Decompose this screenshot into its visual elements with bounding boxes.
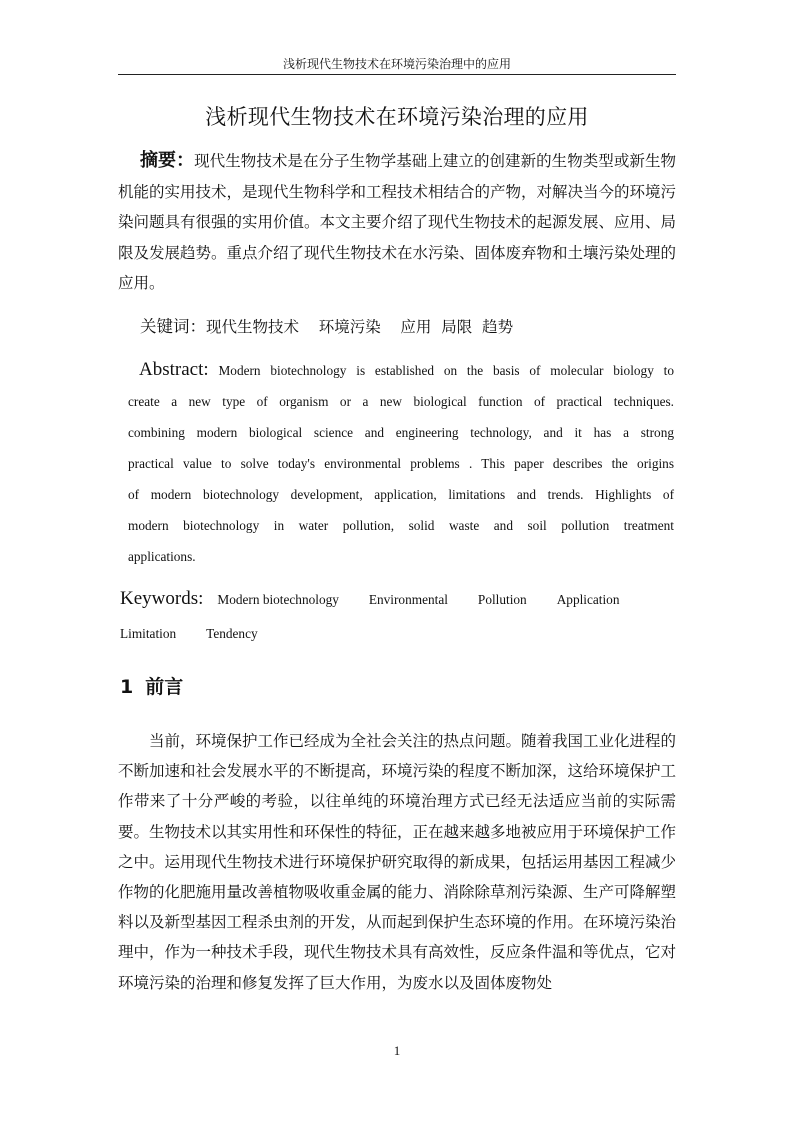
- header-divider: [118, 74, 676, 75]
- section-number: 1: [120, 676, 134, 698]
- chinese-keywords-label: 关键词：: [140, 317, 206, 336]
- english-keyword: Application: [556, 592, 620, 607]
- english-keyword: Pollution: [477, 592, 527, 607]
- chinese-keywords: [140, 313, 680, 341]
- english-abstract-text: Modern biotechnology is established on the basis of molecular biology to create a new type of organism or a new biological function of practical techniques. combining modern biological science and engineering technology, and it has a strong practical value to solve today's environmental problems . This paper describes the origins of modern biotechnology development, application, limitations and trends. Highlights of modern biotechnology in water pollution, solid waste and soil pollution treatment applications.: [128, 363, 674, 564]
- english-keyword: Environmental: [368, 592, 448, 607]
- chinese-abstract-label: 摘要：: [140, 150, 195, 171]
- page-number: 1: [393, 1043, 401, 1058]
- english-keyword: Tendency: [206, 626, 258, 641]
- english-abstract-label: Abstract:: [139, 359, 209, 380]
- section-heading: [120, 673, 183, 701]
- english-keyword: Modern biotechnology: [217, 592, 339, 607]
- english-keywords-label: Keywords:: [120, 588, 204, 609]
- paper-title: 浅析现代生物技术在环境污染治理的应用: [205, 105, 589, 129]
- english-abstract: [128, 354, 674, 572]
- running-header: 浅析现代生物技术在环境污染治理中的应用: [282, 57, 511, 71]
- chinese-abstract: [118, 146, 676, 299]
- chinese-abstract-text: 现代生物技术是在分子生物学基础上建立的创建新的生物类型或新生物机能的实用技术，是现代生物科学和工程技术相结合的产物，对解决当今的环境污染问题具有很强的实用价值。本文主要介绍了现代生物技术的起源发展、应用、局限及发展趋势。重点介绍了现代生物技术在水污染、固体废弃物和土壤污染处理的应用。: [118, 152, 677, 292]
- english-keywords: [120, 582, 676, 651]
- section-title: 前言: [145, 676, 184, 698]
- english-keyword: Limitation: [120, 626, 177, 641]
- body-paragraph: 当前，环境保护工作已经成为全社会关注的热点问题。随着我国工业化进程的不断加速和社会发展水平的不断提高，环境污染的程度不断加深，这给环境保护工作带来了十分严峻的考验，以往单纯的环境治理方式已经无法适应当前的实际需要。生物技术以其实用性和环保性的特征，正在越来越多地被应用于环境保护工作之中。运用现代生物技术进行环境保护研究取得的新成果，包括运用基因工程减少作物的化肥施用量改善植物吸收重金属的能力、消除除草剂污染源、生产可降解塑料以及新型基因工程杀虫剂的开发，从而起到保护生态环境的作用。在环境污染治理中，作为一种技术手段，现代生物技术具有高效性，反应条件温和等优点，它对环境污染的治理和修复发挥了巨大作用，为废水以及固体废物处: [118, 732, 677, 992]
- chinese-keywords-text: 现代生物技术 环境污染 应用 局限 趋势: [206, 318, 514, 336]
